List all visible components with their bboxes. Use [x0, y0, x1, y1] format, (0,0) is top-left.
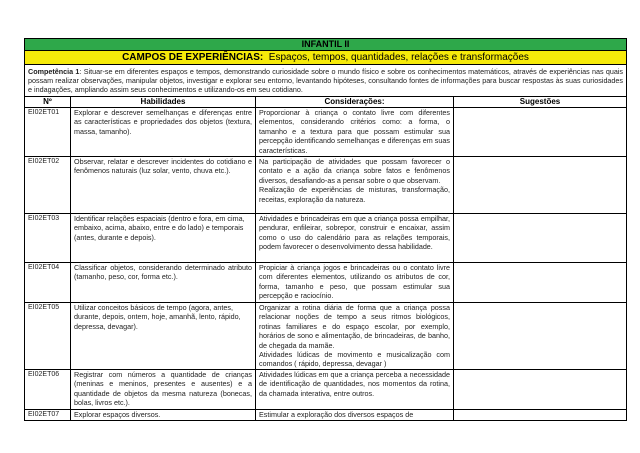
- row-consideracoes-p2: Realização de experiências de misturas, transformação, receitas, exploração da natureza.: [259, 185, 450, 204]
- competencia-label: Competência 1: [28, 67, 80, 76]
- row-habilidade: Explorar espaços diversos.: [71, 410, 256, 421]
- column-header-row: [25, 97, 627, 108]
- row-habilidade: Classificar objetos, considerando determinado atributo (tamanho, peso, cor, forma etc.).: [71, 263, 256, 303]
- campos-value: Espaços, tempos, quantidades, relações e transformações: [268, 52, 529, 63]
- row-habilidade: Explorar e descrever semelhanças e diferenças entre as características e propriedades dos objetos (textura, massa, tamanho).: [71, 108, 256, 157]
- row-habilidade: Registrar com números a quantidade de crianças (meninas e meninos, presentes e ausentes) e a quantidade de objetos da mesma natureza (bonecas, bolas, livros etc.).: [71, 370, 256, 410]
- table-row: [25, 108, 627, 157]
- row-consideracoes: Propiciar à criança jogos e brincadeiras ou o contato livre com diferentes elementos, utilizando os atributos de cor, forma, tamanho e peso, que possam estimular sua percepção e raciocínio.: [256, 263, 454, 303]
- row-habilidade: Identificar relações espaciais (dentro e fora, em cima, embaixo, acima, abaixo, entre e do lado) e temporais (antes, durante e depois).: [71, 214, 256, 263]
- row-habilidade: Utilizar conceitos básicos de tempo (agora, antes, durante, depois, ontem, hoje, amanhã, lento, rápido, depressa, devagar).: [71, 303, 256, 370]
- row-consideracoes: Atividades e brincadeiras em que a criança possa empilhar, pendurar, enfileirar, sobrepor, construir e encaixar, assim como o uso do calendário para as relações temporais, podem favorecer o desenvolvimento dessa habilidade.: [256, 214, 454, 263]
- table-row: [25, 303, 627, 370]
- table-row: [25, 157, 627, 214]
- column-header-consideracoes: Considerações:: [256, 97, 454, 108]
- row-consideracoes: Estimular a exploração dos diversos espaços de: [256, 410, 454, 421]
- column-header-sugestoes: Sugestões: [454, 97, 627, 108]
- row-code: EI02ET07: [25, 410, 71, 421]
- row-sugestoes[interactable]: [454, 157, 627, 214]
- row-habilidade: Observar, relatar e descrever incidentes do cotidiano e fenômenos naturais (luz solar, vento, chuva etc.).: [71, 157, 256, 214]
- competencia-text: [25, 65, 627, 97]
- campos-row: [25, 51, 627, 65]
- row-code: EI02ET02: [25, 157, 71, 214]
- campos-label: CAMPOS DE EXPERIÊNCIAS:: [122, 52, 264, 63]
- row-consideracoes-p2: Atividades lúdicas de movimento e musicalização com comandos ( rápido, depressa, devagar ): [259, 350, 450, 369]
- row-code: EI02ET06: [25, 370, 71, 410]
- row-sugestoes[interactable]: [454, 263, 627, 303]
- table-row: [25, 263, 627, 303]
- table-row: [25, 410, 627, 421]
- document-page: [24, 38, 626, 421]
- row-consideracoes-p1: Na participação de atividades que possam favorecer o contato e a ação da criança sobre fatos e fenômenos diversos, desafiando-as a pensar sobre o que observam.: [259, 157, 450, 185]
- page-title: INFANTIL II: [25, 39, 627, 51]
- row-sugestoes[interactable]: [454, 108, 627, 157]
- row-code: EI02ET05: [25, 303, 71, 370]
- row-sugestoes[interactable]: [454, 214, 627, 263]
- row-sugestoes[interactable]: [454, 303, 627, 370]
- row-consideracoes: [256, 303, 454, 370]
- column-header-number: Nº: [25, 97, 71, 108]
- row-code: EI02ET04: [25, 263, 71, 303]
- row-code: EI02ET03: [25, 214, 71, 263]
- row-sugestoes[interactable]: [454, 410, 627, 421]
- column-header-habilidades: Habilidades: [71, 97, 256, 108]
- title-row: [25, 39, 627, 51]
- row-code: EI02ET01: [25, 108, 71, 157]
- row-consideracoes: Atividades lúdicas em que a criança perceba a necessidade de identificação de quantidades, nos momentos da rotina, da chamada interativa, entre outros.: [256, 370, 454, 410]
- competencia-row: [25, 65, 627, 97]
- table-row: [25, 370, 627, 410]
- row-consideracoes-p1: Organizar a rotina diária de forma que a criança possa relacionar noções de tempo a seus ritmos biológicos, rotinas familiares e do espaço escolar, por exemplo, horários de sono e alimentação, de brincadeiras, de banho, de chegada da mamãe.: [259, 303, 450, 350]
- campos-heading: [25, 51, 627, 65]
- row-sugestoes[interactable]: [454, 370, 627, 410]
- competencia-body: : Situar-se em diferentes espaços e tempos, demonstrando curiosidade sobre o mundo físico e sobre os conhecimentos matemáticos, através de experiências nas quais possam realizar observações, manipular objetos, investigar e explorar seu entorno, levantando hipóteses, consultando fontes de informações para buscar respostas às suas curiosidades e indagações, ampliando assim seus conhecimentos e utilizando-os em seu cotidiano.: [28, 67, 624, 94]
- table-row: [25, 214, 627, 263]
- skills-table: [24, 38, 627, 421]
- row-consideracoes: [256, 157, 454, 214]
- row-consideracoes: Proporcionar à criança o contato livre com diferentes elementos, considerando critérios como: a forma, o tamanho e a textura para que possam estimular sua percepção identificando semelhanças e diferenças em suas características.: [256, 108, 454, 157]
